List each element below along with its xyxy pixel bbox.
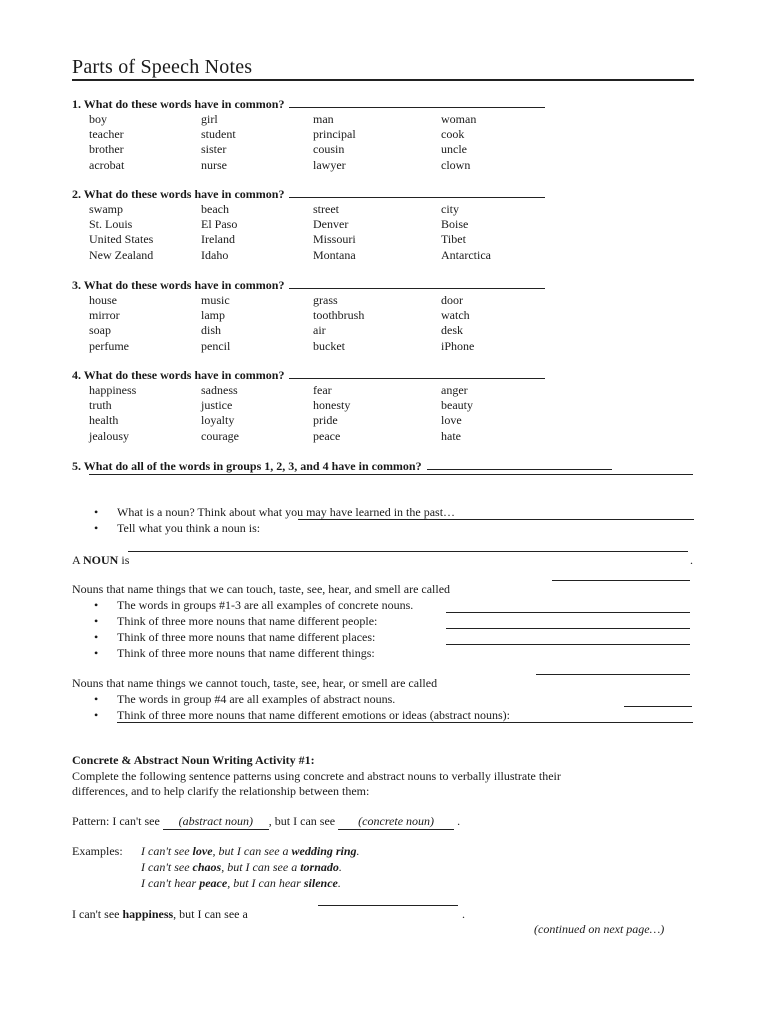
example-part: I can't see: [141, 860, 193, 874]
pattern-label: Pattern: I can't see: [72, 814, 160, 828]
word: grass: [313, 293, 338, 307]
word: jealousy: [89, 428, 129, 443]
word-row: [89, 413, 569, 428]
word-row: [89, 429, 569, 444]
word: desk: [441, 323, 463, 338]
worksheet-page: [72, 0, 696, 1024]
pattern-end: .: [457, 814, 461, 828]
word: cook: [441, 127, 465, 142]
word: dish: [201, 323, 222, 338]
word: New Zealand: [89, 247, 154, 262]
word: justice: [201, 398, 233, 413]
word-row: [89, 142, 569, 157]
word-group-3: [89, 293, 569, 354]
example-part: , but I can see a: [212, 844, 292, 858]
example-concrete: silence: [303, 876, 338, 890]
exercise-period: .: [462, 907, 465, 921]
answer-line-5b[interactable]: [89, 474, 693, 475]
word-row: [89, 339, 569, 354]
concrete-answer-line[interactable]: [552, 580, 690, 581]
word: watch: [441, 308, 470, 323]
word: sadness: [201, 383, 238, 397]
examples-label: Examples:: [72, 844, 123, 858]
word-row: [89, 323, 569, 338]
bullet-item: [94, 521, 261, 536]
exercise-part: , but I can see a: [173, 907, 248, 921]
places-answer-line[interactable]: [446, 628, 690, 629]
question-1: [72, 97, 545, 112]
exercise-abstract: happiness: [122, 907, 174, 921]
word: nurse: [201, 157, 227, 172]
word: clown: [441, 157, 471, 172]
word: Denver: [313, 217, 349, 232]
bullet-dot: •: [94, 505, 99, 519]
bullet-item: [94, 614, 378, 629]
word: door: [441, 293, 463, 307]
word-row: [89, 232, 569, 247]
question-2-text: 2. What do these words have in common?: [72, 187, 285, 201]
example-part: , but I can see a: [221, 860, 301, 874]
example-part: .: [337, 876, 341, 890]
page-title: Parts of Speech Notes: [72, 56, 253, 78]
def-prefix: A: [72, 553, 81, 567]
bullet-dot: •: [94, 614, 99, 628]
question-5: [72, 459, 612, 474]
bullet-item: [94, 505, 456, 520]
bullet-dot: •: [94, 521, 99, 535]
example-concrete: tornado: [300, 860, 339, 874]
example-abstract: chaos: [192, 860, 222, 874]
emotions-answer-line-2[interactable]: [117, 722, 693, 723]
word: fear: [313, 383, 332, 397]
word: woman: [441, 112, 477, 126]
word: uncle: [441, 142, 467, 157]
bullet-item: [94, 598, 414, 613]
answer-line-1[interactable]: [289, 97, 545, 108]
emotions-answer-line[interactable]: [624, 706, 692, 707]
word-group-4: [89, 383, 569, 444]
word: St. Louis: [89, 217, 133, 232]
word: toothbrush: [313, 308, 365, 323]
word: truth: [89, 398, 112, 413]
question-1-text: 1. What do these words have in common?: [72, 97, 285, 111]
bullet-text: The words in groups #1-3 are all examples of concrete nouns.: [117, 598, 414, 612]
example-concrete: wedding ring: [291, 844, 357, 858]
word-row: [89, 293, 569, 308]
word: courage: [201, 428, 239, 443]
word: mirror: [89, 308, 120, 323]
things-answer-line[interactable]: [446, 644, 690, 645]
title-rule: [72, 79, 694, 81]
bullet-dot: •: [94, 692, 99, 706]
exercise-line: [72, 907, 248, 922]
word: United States: [89, 232, 154, 247]
exercise-part: I can't see: [72, 907, 123, 921]
word: air: [313, 323, 326, 338]
example-line: [141, 860, 342, 875]
answer-line-5[interactable]: [427, 459, 612, 470]
abstract-intro: Nouns that name things we cannot touch, taste, see, hear, or smell are called: [72, 676, 438, 690]
noun-guess-line[interactable]: [298, 519, 694, 520]
word: lawyer: [313, 157, 346, 172]
word: health: [89, 413, 119, 428]
word: beauty: [441, 398, 473, 413]
word: hate: [441, 428, 461, 443]
word: Idaho: [201, 247, 229, 262]
word: principal: [313, 127, 356, 142]
question-3-text: 3. What do these words have in common?: [72, 278, 285, 292]
word: acrobat: [89, 157, 125, 172]
word: peace: [313, 428, 341, 443]
bullet-item: [94, 630, 376, 645]
def-suffix: is: [121, 553, 130, 567]
bullet-text: Think of three more nouns that name different places:: [117, 630, 376, 644]
word: Boise: [441, 217, 469, 232]
word-row: [89, 308, 569, 323]
word: house: [89, 293, 117, 307]
word: Missouri: [313, 232, 356, 247]
def-word: NOUN: [83, 553, 119, 567]
bullet-item: [94, 708, 510, 723]
word: Tibet: [441, 232, 466, 247]
word-group-1: [89, 112, 569, 173]
word: honesty: [313, 398, 351, 413]
example-abstract: peace: [199, 876, 228, 890]
activity-description-2: differences, and to help clarify the relationship between them:: [72, 784, 370, 798]
word: music: [201, 293, 230, 307]
pattern-concrete-slot: (concrete noun): [338, 814, 454, 830]
bullet-item: [94, 646, 375, 661]
word: city: [441, 202, 459, 216]
word-row: [89, 398, 569, 413]
word: Montana: [313, 247, 356, 262]
answer-line-3[interactable]: [289, 278, 545, 289]
example-part: I can't hear: [141, 876, 200, 890]
word: swamp: [89, 202, 123, 216]
abstract-answer-line[interactable]: [536, 674, 690, 675]
bullet-text: Tell what you think a noun is:: [117, 521, 261, 535]
word: boy: [89, 112, 107, 126]
noun-definition-line[interactable]: [128, 551, 688, 552]
bullet-text: What is a noun? Think about what you may have learned in the past…: [117, 505, 456, 519]
question-5-text: 5. What do all of the words in groups 1, 2, 3, and 4 have in common?: [72, 459, 422, 473]
bullet-dot: •: [94, 598, 99, 612]
word-row: [89, 112, 569, 127]
bullet-dot: •: [94, 646, 99, 660]
word: perfume: [89, 338, 129, 353]
word-row: [89, 383, 569, 398]
word: anger: [441, 383, 468, 397]
def-period: .: [690, 553, 693, 567]
word-row: [89, 202, 569, 217]
example-abstract: love: [192, 844, 213, 858]
concrete-intro: Nouns that name things that we can touch, taste, see, hear, and smell are called: [72, 582, 451, 596]
question-3: [72, 278, 545, 293]
example-part: , but I can hear: [227, 876, 304, 890]
word: street: [313, 202, 339, 216]
question-2: [72, 187, 545, 202]
exercise-answer-line[interactable]: [318, 905, 458, 906]
activity-heading: Concrete & Abstract Noun Writing Activity #1:: [72, 753, 315, 767]
word: brother: [89, 142, 124, 157]
word-row: [89, 248, 569, 263]
bullet-text: The words in group #4 are all examples of abstract nouns.: [117, 692, 396, 706]
word: happiness: [89, 383, 137, 397]
pattern-abstract-slot: (abstract noun): [163, 814, 269, 830]
answer-line-2[interactable]: [289, 187, 545, 198]
activity-description-1: Complete the following sentence patterns using concrete and abstract nouns to verbally illustrate their: [72, 769, 561, 783]
word: pride: [313, 413, 338, 428]
word: beach: [201, 202, 229, 216]
word: student: [201, 127, 236, 142]
word: El Paso: [201, 217, 238, 232]
word-group-2: [89, 202, 569, 263]
word-row: [89, 127, 569, 142]
noun-definition: [72, 553, 129, 568]
word: sister: [201, 142, 227, 157]
word: man: [313, 112, 334, 126]
pattern-mid: , but I can see: [268, 814, 336, 828]
continued-note: (continued on next page…): [534, 922, 665, 936]
word-row: [89, 217, 569, 232]
example-part: .: [356, 844, 360, 858]
example-part: I can't see: [141, 844, 193, 858]
word: soap: [89, 323, 111, 338]
bullet-item: [94, 692, 396, 707]
example-line: [141, 876, 341, 891]
word: girl: [201, 112, 218, 126]
example-line: [141, 844, 360, 859]
word: iPhone: [441, 338, 475, 353]
word: cousin: [313, 142, 345, 157]
word: Ireland: [201, 232, 235, 247]
example-part: .: [338, 860, 342, 874]
word: teacher: [89, 127, 124, 142]
word-row: [89, 158, 569, 173]
word: love: [441, 413, 462, 428]
word: bucket: [313, 338, 345, 353]
word: pencil: [201, 338, 231, 353]
question-4: [72, 368, 545, 383]
question-4-text: 4. What do these words have in common?: [72, 368, 285, 382]
bullet-dot: •: [94, 630, 99, 644]
people-answer-line[interactable]: [446, 612, 690, 613]
bullet-dot: •: [94, 708, 99, 722]
word: Antarctica: [441, 247, 491, 262]
word: lamp: [201, 308, 225, 323]
bullet-text: Think of three more nouns that name different people:: [117, 614, 378, 628]
bullet-text: Think of three more nouns that name different things:: [117, 646, 375, 660]
bullet-text: Think of three more nouns that name different emotions or ideas (abstract nouns):: [117, 708, 510, 722]
pattern-line: [72, 814, 460, 830]
word: loyalty: [201, 413, 235, 428]
answer-line-4[interactable]: [289, 368, 545, 379]
